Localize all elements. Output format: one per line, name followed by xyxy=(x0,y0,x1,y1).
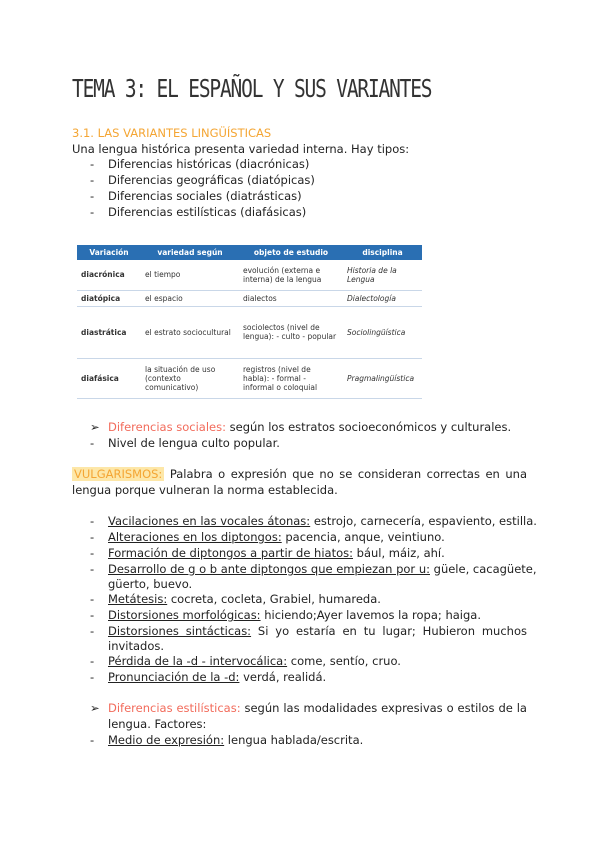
list-item: - Medio de expresión: lengua hablada/escrita. xyxy=(90,733,364,747)
table-cell: Pragmalingüística xyxy=(343,358,422,398)
table-cell: la situación de uso (contexto comunicativo) xyxy=(141,358,239,398)
table-cell: sociolectos (nivel de lengua): - culto - popular xyxy=(239,306,343,358)
list-item: - Formación de diptongos a partir de hiatos: bául, máiz, ahí. xyxy=(90,546,445,560)
table-cell: diastrática xyxy=(77,306,141,358)
variation-table xyxy=(77,245,422,399)
stylistic-differences-cont: lengua. Factores: xyxy=(108,717,207,731)
list-item: - Diferencias geográficas (diatópicas) xyxy=(90,173,315,187)
table-cell: dialectos xyxy=(239,290,343,306)
list-item: - Diferencias históricas (diacrónicas) xyxy=(90,157,310,171)
table-cell: Dialectología xyxy=(343,290,422,306)
table-row xyxy=(77,290,422,306)
table-header: Variación xyxy=(77,245,141,260)
table-row xyxy=(77,306,422,358)
page-title: TEMA 3: EL ESPAÑOL Y SUS VARIANTES xyxy=(72,74,432,103)
table-cell: Sociolingüística xyxy=(343,306,422,358)
table-header-row xyxy=(77,245,422,260)
table-cell: registros (nivel de habla): - formal - informal o coloquial xyxy=(239,358,343,398)
list-item: - Alteraciones en los diptongos: pacencia, anque, veintiuno. xyxy=(90,530,445,544)
table-cell: evolución (externa e interna) de la lengua xyxy=(239,260,343,290)
list-item: - Diferencias estilísticas (diafásicas) xyxy=(90,205,307,219)
table-cell: el estrato sociocultural xyxy=(141,306,239,358)
list-item: - Diferencias sociales (diatrásticas) xyxy=(90,189,302,203)
vulgarismos-definition-cont: lengua porque vulneran la norma establecida. xyxy=(72,483,338,497)
stylistic-differences: ➢ Diferencias estilísticas: según las modalidades expresivas o estilos de la xyxy=(90,701,527,715)
list-item: - Metátesis: cocreta, cocleta, Grabiel, humareda. xyxy=(90,592,381,606)
table-row xyxy=(77,358,422,398)
table-cell: el tiempo xyxy=(141,260,239,290)
list-item: - Nivel de lengua culto popular. xyxy=(90,436,280,450)
table-row xyxy=(77,260,422,290)
list-item-continuation: invitados. xyxy=(108,639,165,653)
table-header: variedad según xyxy=(141,245,239,260)
table-cell: diafásica xyxy=(77,358,141,398)
list-item: - Pérdida de la -d - intervocálica: come, sentío, cruo. xyxy=(90,654,401,668)
vulgarismos-definition: VULGARISMOS: Palabra o expresión que no se consideran correctas en una xyxy=(74,467,527,481)
list-item: - Distorsiones sintácticas: Si yo estaría en tu lugar; Hubieron muchos xyxy=(90,624,527,638)
table-cell: Historia de la Lengua xyxy=(343,260,422,290)
list-item: - Desarrollo de g o b ante diptongos que empiezan por u: güele, cacagüete, xyxy=(90,562,537,576)
table-cell: el espacio xyxy=(141,290,239,306)
section-heading: 3.1. LAS VARIANTES LINGÜÍSTICAS xyxy=(72,126,272,140)
list-item: - Distorsiones morfológicas: hiciendo;Ayer lavemos la ropa; haiga. xyxy=(90,608,481,622)
table-header: disciplina xyxy=(343,245,422,260)
table-header: objeto de estudio xyxy=(239,245,343,260)
table-cell: diatópica xyxy=(77,290,141,306)
list-item: - Pronunciación de la -d: verdá, realidá. xyxy=(90,670,327,684)
list-item: - Vacilaciones en las vocales átonas: estrojo, carnecería, espaviento, estilla. xyxy=(90,514,537,528)
table-cell: diacrónica xyxy=(77,260,141,290)
intro-text: Una lengua histórica presenta variedad interna. Hay tipos: xyxy=(72,142,410,156)
arrow-icon: ➢ xyxy=(90,420,100,434)
list-item-continuation: güerto, buevo. xyxy=(108,577,193,591)
social-differences: ➢ Diferencias sociales: según los estratos socioeconómicos y culturales. xyxy=(90,420,512,434)
arrow-icon: ➢ xyxy=(90,701,100,715)
